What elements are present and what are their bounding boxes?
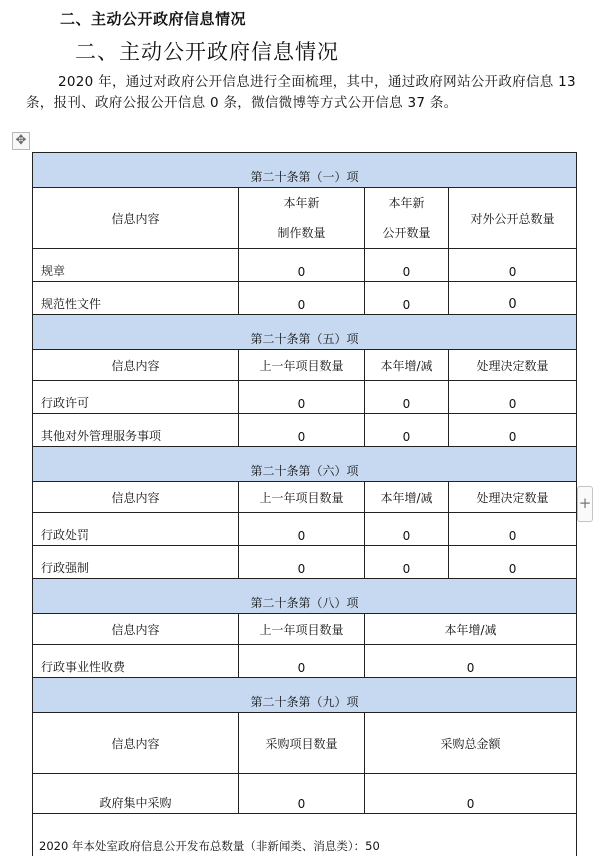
value-cell: 0 <box>239 546 365 579</box>
header-line: 本年新 <box>283 196 320 210</box>
header-row <box>33 614 577 645</box>
row-label: 政府集中采购 <box>33 774 239 814</box>
value-cell: 0 <box>365 513 449 546</box>
row-label: 其他对外管理服务事项 <box>33 414 239 447</box>
section-row <box>33 579 577 614</box>
table-row <box>33 381 577 414</box>
row-label: 行政强制 <box>33 546 239 579</box>
value-cell: 0 <box>449 381 577 414</box>
section-row <box>33 153 577 188</box>
value-cell: 0 <box>449 546 577 579</box>
header-cell: 上一年项目数量 <box>239 614 365 645</box>
value-cell: 0 <box>449 414 577 447</box>
header-cell: 本年增/减 <box>365 482 449 513</box>
section-title: 第二十条第（九）项 <box>33 678 577 713</box>
row-label: 规范性文件 <box>33 282 239 315</box>
row-label: 行政处罚 <box>33 513 239 546</box>
table-row <box>33 282 577 315</box>
value-cell: 0 <box>365 546 449 579</box>
disclosure-table <box>32 152 577 856</box>
header-row <box>33 482 577 513</box>
value-cell: 0 <box>239 381 365 414</box>
value-cell: 0 <box>365 282 449 315</box>
section-row <box>33 678 577 713</box>
value-cell: 0 <box>365 249 449 282</box>
value-cell: 0 <box>365 414 449 447</box>
header-cell: 对外公开总数量 <box>449 188 577 249</box>
header-row <box>33 350 577 381</box>
header-cell: 信息内容 <box>33 350 239 381</box>
value-cell: 0 <box>449 249 577 282</box>
table-row <box>33 513 577 546</box>
header-cell: 本年增/减 <box>365 350 449 381</box>
section-row <box>33 315 577 350</box>
footer-total: 2020 年本处室政府信息公开发布总数量（非新闻类、消息类）：50 <box>33 814 577 857</box>
value-cell: 0 <box>239 774 365 814</box>
value-cell: 0 <box>239 249 365 282</box>
value-cell: 0 <box>239 513 365 546</box>
table-row <box>33 645 577 678</box>
value-cell: 0 <box>449 282 577 315</box>
section-heading-large: 二、主动公开政府信息情况 <box>75 40 339 64</box>
header-cell <box>365 188 449 249</box>
section-title: 第二十条第（八）项 <box>33 579 577 614</box>
header-cell: 采购总金额 <box>365 713 577 774</box>
header-cell: 信息内容 <box>33 188 239 249</box>
header-cell: 本年增/减 <box>365 614 577 645</box>
value-cell: 0 <box>239 645 365 678</box>
plus-icon[interactable]: + <box>577 486 593 522</box>
row-label: 规章 <box>33 249 239 282</box>
header-line: 制作数量 <box>277 226 326 240</box>
header-cell: 处理决定数量 <box>449 482 577 513</box>
move-icon[interactable]: ✥ <box>12 132 30 150</box>
header-cell <box>239 188 365 249</box>
header-cell: 信息内容 <box>33 713 239 774</box>
intro-text: 2020 年，通过对政府公开信息进行全面梳理，其中，通过政府网站公开政府信息 13 条，报刊、政府公报公开信息 0 条，微信微博等方式公开信息 37 条。 <box>26 74 576 111</box>
section-heading-small: 二、主动公开政府信息情况 <box>60 10 247 28</box>
table-row <box>33 249 577 282</box>
header-cell: 信息内容 <box>33 482 239 513</box>
section-title: 第二十条第（一）项 <box>33 153 577 188</box>
value-cell: 0 <box>239 282 365 315</box>
table-row <box>33 546 577 579</box>
intro-paragraph <box>26 72 586 114</box>
header-cell: 信息内容 <box>33 614 239 645</box>
value-cell: 0 <box>365 381 449 414</box>
value-cell: 0 <box>365 774 577 814</box>
section-title: 第二十条第（五）项 <box>33 315 577 350</box>
header-cell: 处理决定数量 <box>449 350 577 381</box>
value-cell: 0 <box>365 645 577 678</box>
section-title: 第二十条第（六）项 <box>33 447 577 482</box>
row-label: 行政事业性收费 <box>33 645 239 678</box>
header-line: 本年新 <box>388 196 425 210</box>
header-row <box>33 188 577 249</box>
header-cell: 上一年项目数量 <box>239 350 365 381</box>
table-row <box>33 414 577 447</box>
section-row <box>33 447 577 482</box>
table-row <box>33 774 577 814</box>
header-cell: 上一年项目数量 <box>239 482 365 513</box>
header-row <box>33 713 577 774</box>
value-cell: 0 <box>449 513 577 546</box>
row-label: 行政许可 <box>33 381 239 414</box>
value-cell: 0 <box>239 414 365 447</box>
footer-row <box>33 814 577 857</box>
header-cell: 采购项目数量 <box>239 713 365 774</box>
header-line: 公开数量 <box>382 226 431 240</box>
